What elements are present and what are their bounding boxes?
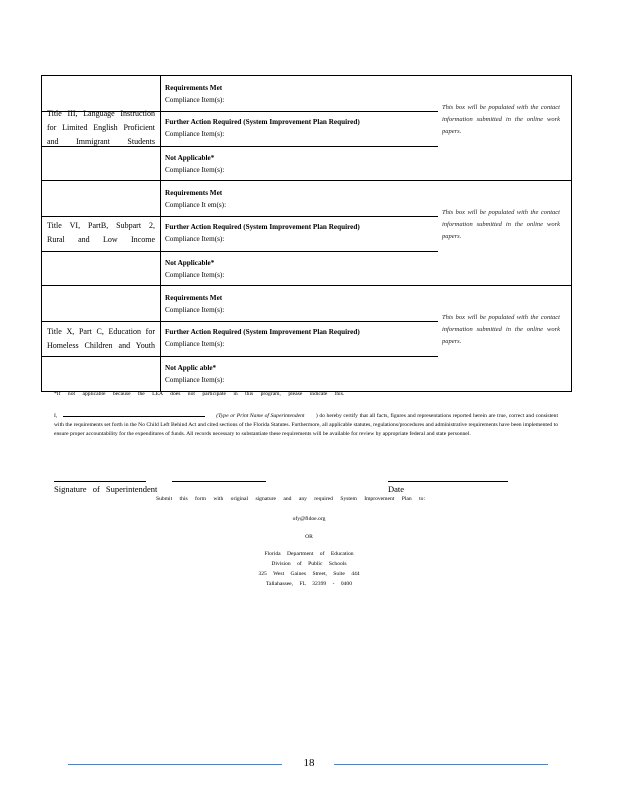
address-line: Florida Department of Education	[264, 551, 354, 557]
not-applicable-label: Not Applicable*	[165, 154, 215, 162]
not-applicable-block	[165, 362, 427, 386]
further-action-label: Further Action Required (System Improvement Plan Required)	[165, 118, 360, 126]
further-action-block	[165, 221, 427, 245]
requirements-cell	[161, 181, 433, 285]
compliance-items-label: Compliance Item(s):	[165, 235, 225, 243]
requirements-met-block	[165, 187, 427, 211]
row-divider	[42, 111, 438, 112]
compliance-items-label: Compliance Item(s):	[165, 340, 225, 348]
signature-line[interactable]	[54, 481, 146, 482]
row-divider	[42, 216, 438, 217]
row-divider	[42, 356, 438, 357]
contact-info-note: This box will be populated with the contact information submitted in the online work papers.	[442, 209, 560, 240]
further-action-block	[165, 326, 427, 350]
contact-info-note: This box will be populated with the contact information submitted in the online work papers.	[442, 104, 560, 135]
signature-label: Signature of Superintendent	[54, 484, 158, 494]
further-action-label: Further Action Required (System Improvement Plan Required)	[165, 328, 360, 336]
program-title: Title X, Part C, Education for Homeless Children and Youth	[47, 326, 155, 350]
program-title-cell	[42, 181, 161, 285]
not-applicable-label: Not Applicable*	[165, 259, 215, 267]
compliance-table	[41, 75, 572, 392]
superintendent-name-hint: (Type or Print Name of Superintendent	[216, 413, 305, 419]
date-line[interactable]	[388, 481, 508, 482]
address-line: 325 West Gaines Street, Suite 444	[258, 571, 360, 577]
program-title-cell	[42, 76, 161, 180]
not-applicable-footnote: *If not applicable because the LEA does not participate in this program, please indicate this.	[54, 391, 345, 397]
row-divider	[42, 321, 438, 322]
compliance-items-label: Compliance Item(s):	[165, 166, 225, 174]
table-row	[42, 181, 571, 286]
further-action-label: Further Action Required (System Improvement Plan Required)	[165, 223, 360, 231]
or-separator: OR	[305, 534, 313, 540]
compliance-items-label: Compliance Item(s):	[165, 130, 225, 138]
table-row	[42, 286, 571, 391]
cert-body: ) do hereby certify that all facts, figures and representations reported herein are true, correct and consistent with the requirements set forth in the No Child Left Behind Act and cited sections of the Florida Statutes. Furthermore, all applicable statutes, regulations/procedures and administrative requirements have been implemented to ensure proper accountability for the expenditures of funds. All records necessary to substantiate these requirements will be available for review by appropriate federal and state personnel.	[54, 413, 558, 437]
requirements-cell	[161, 286, 433, 391]
not-applicable-block	[165, 257, 427, 281]
not-applicable-label: Not Applic able*	[165, 364, 217, 372]
requirements-met-block	[165, 82, 427, 106]
address-line: Tallahassee, FL 32399 - 0400	[265, 581, 353, 587]
contact-info-note: This box will be populated with the contact information submitted in the online work papers.	[442, 314, 560, 345]
compliance-items-label: Compliance Item(s):	[165, 306, 225, 314]
requirements-met-block	[165, 292, 427, 316]
requirements-met-label: Requirements Met	[165, 189, 223, 197]
row-divider	[42, 146, 438, 147]
superintendent-name-field[interactable]	[63, 410, 205, 417]
requirements-met-label: Requirements Met	[165, 84, 223, 92]
row-divider	[42, 251, 438, 252]
signature-line[interactable]	[172, 481, 266, 482]
cert-prefix: I,	[54, 413, 58, 419]
requirements-cell	[161, 76, 433, 180]
program-title-cell	[42, 286, 161, 391]
further-action-block	[165, 116, 427, 140]
address-line: Division of Public Schools	[271, 561, 347, 567]
requirements-met-label: Requirements Met	[165, 294, 223, 302]
compliance-items-label: Compliance Item(s):	[165, 96, 225, 104]
compliance-items-label: Compliance It em(s):	[165, 201, 227, 209]
date-label: Date	[388, 484, 405, 494]
compliance-items-label: Compliance Item(s):	[165, 376, 225, 384]
submission-email: ofy@fldoe.org	[292, 516, 326, 522]
program-title: Title VI, PartB, Subpart 2, Rural and Low Income	[47, 221, 155, 244]
submit-instructions: Submit this form with original signature and any required System Improvement Plan to:	[156, 496, 425, 502]
table-row	[42, 76, 571, 181]
compliance-items-label: Compliance Item(s):	[165, 271, 225, 279]
page-number: 18	[303, 757, 315, 769]
certification-statement	[54, 410, 558, 439]
footer-rule-left	[68, 764, 282, 765]
not-applicable-block	[165, 152, 427, 176]
footer-rule-right	[334, 764, 548, 765]
program-title: Title III, Language Instruction for Limited English Proficient and Immigrant Students	[47, 109, 155, 146]
